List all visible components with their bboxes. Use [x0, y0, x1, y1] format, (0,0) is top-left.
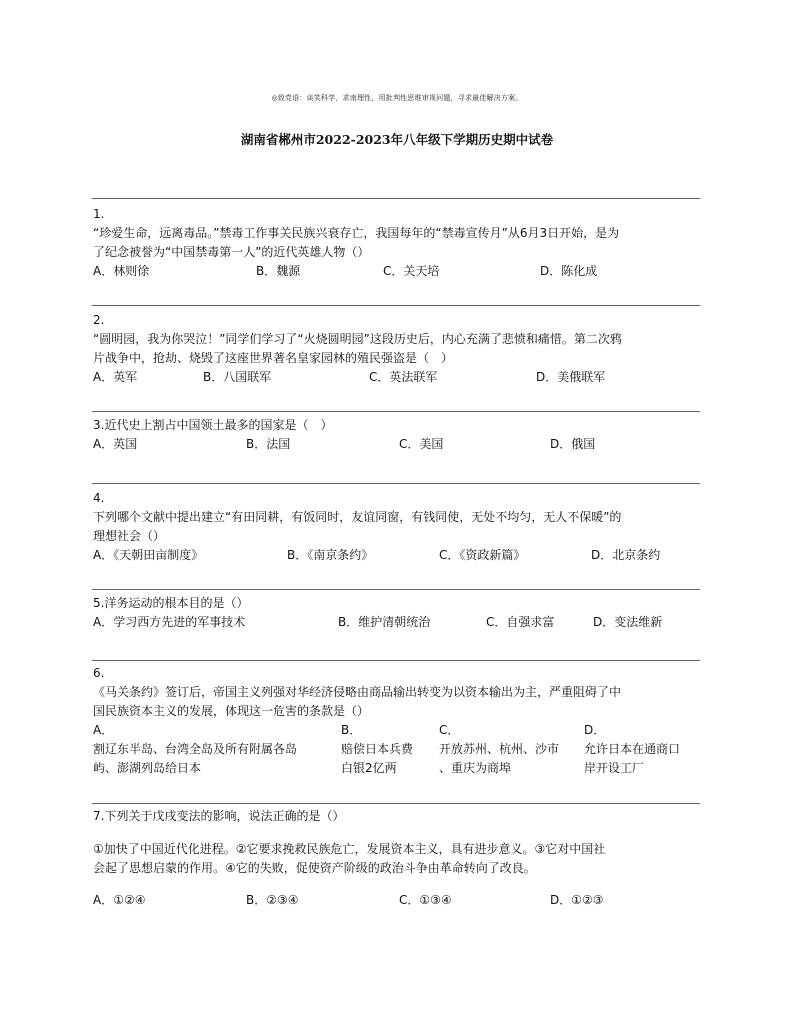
- option-row: [93, 435, 699, 454]
- question-number: 4.: [93, 491, 105, 505]
- option-a[interactable]: A．①②④: [93, 893, 146, 907]
- question-number: 1.: [93, 207, 105, 221]
- question-text: [93, 416, 699, 435]
- option-b[interactable]: B．②③④: [246, 893, 299, 907]
- option-a[interactable]: A．学习西方先进的军事技术: [93, 615, 246, 629]
- option-text: 白银2亿两: [341, 761, 397, 775]
- option-c[interactable]: C．关天培: [383, 264, 440, 278]
- question-6: [93, 664, 699, 779]
- question-stem: 洋务运动的根本目的是（）: [104, 596, 249, 610]
- option-b[interactable]: B．八国联军: [203, 370, 272, 384]
- question-text: [93, 807, 699, 826]
- option-a[interactable]: A．《天朝田亩制度》: [93, 548, 204, 562]
- option-b[interactable]: B．《南京条约》: [287, 548, 374, 562]
- option-grid: [93, 721, 699, 779]
- option-text: 割辽东半岛、台湾全岛及所有附属各岛: [93, 742, 298, 756]
- statement-text: ①加快了中国近代化进程。②它要求挽救民族危亡，发展资本主义，具有进步意义。③它对中国社: [93, 842, 606, 856]
- question-text: 理想社会（）: [93, 529, 166, 543]
- option-text: 开放苏州、杭州、沙市: [439, 742, 560, 756]
- question-number: 7.: [93, 809, 105, 823]
- option-c[interactable]: C．①③④: [399, 893, 452, 907]
- question-1: [93, 205, 699, 281]
- statement-text: 会起了思想启蒙的作用。④它的失败，促使资产阶级的政治斗争由革命转向了改良。: [93, 861, 536, 875]
- option-a[interactable]: A．林则徐: [93, 264, 150, 278]
- motto-line: ◎致党语：谈笑科学，求南理性，用批判性思维审视问题，寻求最佳解决方案。: [271, 94, 523, 102]
- option-c[interactable]: C．美国: [399, 437, 444, 451]
- option-d[interactable]: D．变法维新: [593, 615, 663, 629]
- question-7: [93, 807, 699, 910]
- option-b[interactable]: [341, 721, 436, 778]
- option-text: 允许日本在通商口: [584, 742, 681, 756]
- option-d[interactable]: D．美俄联军: [536, 370, 606, 384]
- question-text: 《马关条约》签订后，帝国主义列强对华经济侵略由商品输出转变为以资本输出为主，严重阻碍了中: [93, 685, 622, 699]
- option-row: [93, 368, 699, 387]
- option-d[interactable]: D．陈化成: [540, 264, 598, 278]
- divider: [92, 198, 700, 199]
- question-text: “珍爱生命，远离毒品。”禁毒工作事关民族兴衰存亡，我国每年的“禁毒宣传月”从6月3日开始，是为: [93, 226, 620, 240]
- option-b[interactable]: B．魏源: [256, 264, 301, 278]
- divider: [92, 803, 700, 804]
- option-row: [93, 546, 699, 565]
- question-number: 6.: [93, 666, 105, 680]
- option-b[interactable]: B．维护清朝统治: [338, 615, 431, 629]
- divider: [92, 411, 700, 412]
- option-d[interactable]: D．①②③: [550, 893, 604, 907]
- option-letter: B．: [341, 723, 362, 737]
- question-3: [93, 416, 699, 454]
- option-d[interactable]: D．北京条约: [591, 548, 661, 562]
- option-letter: D．: [584, 723, 606, 737]
- question-text: 了纪念被誉为“中国禁毒第一人”的近代英雄人物（）: [93, 245, 370, 259]
- option-a[interactable]: A．英国: [93, 437, 138, 451]
- question-number: 5.: [93, 596, 105, 610]
- divider: [92, 589, 700, 590]
- question-text: 下列哪个文献中提出建立“有田同耕，有饭同时，友谊同窗，有钱同使，无处不均匀，无人不保暖”的: [93, 510, 622, 524]
- question-stem: 近代史上割占中国领土最多的国家是（ ）: [104, 418, 333, 432]
- divider: [92, 483, 700, 484]
- option-text: 屿、澎湖列岛给日本: [93, 761, 202, 775]
- option-c[interactable]: C．英法联军: [369, 370, 438, 384]
- option-row: [93, 262, 699, 281]
- option-c[interactable]: C．自强求富: [486, 615, 555, 629]
- question-5: [93, 594, 699, 632]
- question-text: [93, 594, 699, 613]
- question-text: 国民族资本主义的发展，体现这一危害的条款是（）: [93, 704, 370, 718]
- option-letter: A．: [93, 723, 114, 737]
- option-a[interactable]: A．英军: [93, 370, 138, 384]
- option-d[interactable]: D．俄国: [550, 437, 596, 451]
- option-d[interactable]: [584, 721, 699, 778]
- page-title: 湖南省郴州市2022-2023年八年级下学期历史期中试卷: [240, 132, 554, 147]
- option-letter: C．: [439, 723, 460, 737]
- option-row: [93, 891, 699, 910]
- question-text: 片战争中，抢劫、烧毁了这座世界著名皇家园林的殖民强盗是（ ）: [93, 351, 454, 365]
- question-2: [93, 311, 699, 387]
- question-number: 2.: [93, 313, 105, 327]
- question-stem: 下列关于戊戌变法的影响，说法正确的是（）: [104, 809, 345, 823]
- option-text: 赔偿日本兵费: [341, 742, 414, 756]
- option-text: 、重庆为商埠: [439, 761, 512, 775]
- option-c[interactable]: C．《资政新篇》: [439, 548, 526, 562]
- option-text: 岸开设工厂: [584, 761, 645, 775]
- option-row: [93, 613, 699, 632]
- option-b[interactable]: B．法国: [246, 437, 291, 451]
- question-text: “圆明园，我为你哭泣！”同学们学习了“火烧圆明园”这段历史后，内心充满了悲愤和痛惜。第二次鸦: [93, 332, 622, 346]
- divider: [92, 660, 700, 661]
- option-c[interactable]: [439, 721, 579, 778]
- question-number: 3.: [93, 418, 105, 432]
- divider: [92, 305, 700, 306]
- question-4: [93, 489, 699, 565]
- option-a[interactable]: [93, 721, 333, 778]
